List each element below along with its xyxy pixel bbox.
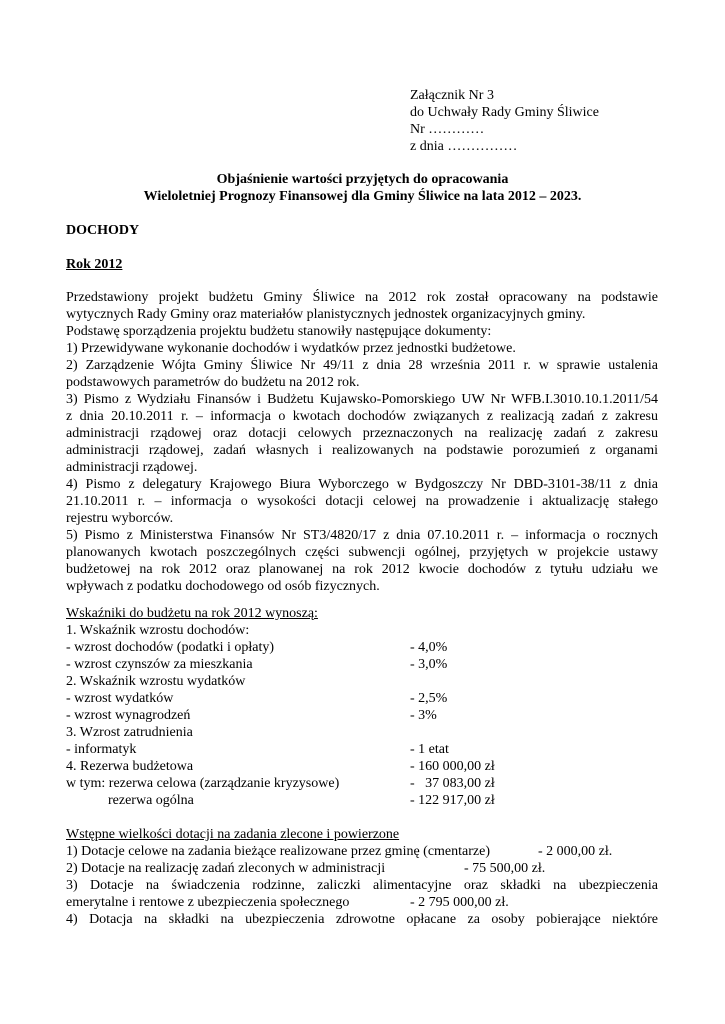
indicator-value: - 3%: [410, 708, 437, 723]
indicator-row: [66, 656, 666, 673]
document-item-5-cont: wpływach z podatku dochodowego od osób fizycznych.: [66, 579, 380, 594]
indicator-label: - wzrost czynszów za mieszkania: [66, 657, 253, 672]
intro-line: wytycznych Rady Gminy oraz materiałów planistycznych jednostek organizacyjnych gminy.: [66, 307, 586, 322]
annex-number: Załącznik Nr 3: [410, 88, 494, 103]
document-item-2-cont: podstawowych parametrów do budżetu na 2012 rok.: [66, 375, 360, 390]
document-item-3-cont: z dnia 20.10.2011 r. – informacja o kwotach dochodów związanych z realizacją zadań z zakresu: [66, 409, 658, 424]
grant-row-4: 4) Dotacja na składki na ubezpieczenia zdrowotne opłacane za osoby pobierające niektóre: [66, 912, 658, 927]
indicator-row: [66, 775, 666, 792]
grant-value: - 2 000,00 zł.: [538, 844, 613, 859]
grant-label: emerytalne i rentowe z ubezpieczenia społecznego: [66, 895, 350, 910]
grant-value: - 2 795 000,00 zł.: [410, 895, 509, 910]
indicator-label: - informatyk: [66, 742, 137, 757]
document-item-3-cont: administracji rządowej.: [66, 460, 198, 475]
indicator-value: - 37 083,00 zł: [410, 776, 495, 791]
indicator-label: 3. Wzrost zatrudnienia: [66, 725, 193, 740]
indicator-label: w tym: rezerwa celowa (zarządzanie kryzysowe): [66, 776, 340, 791]
indicator-value: - 122 917,00 zł: [410, 793, 495, 808]
annex-resolution-number: Nr …………: [410, 122, 485, 137]
indicators-heading: Wskaźniki do budżetu na rok 2012 wynoszą:: [66, 606, 318, 621]
indicator-value: - 4,0%: [410, 640, 448, 655]
indicator-row: [66, 758, 666, 775]
indicator-row: [66, 673, 666, 690]
indicator-row: [66, 741, 666, 758]
indicator-value: - 1 etat: [410, 742, 449, 757]
intro-line: Przedstawiony projekt budżetu Gminy Śliwice na 2012 rok został opracowany na podstawie: [66, 290, 658, 305]
intro-section: [66, 289, 658, 595]
indicators-section: [66, 605, 666, 809]
indicator-label: 2. Wskaźnik wzrostu wydatków: [66, 674, 246, 689]
indicator-value: - 3,0%: [410, 657, 448, 672]
grant-value: - 75 500,00 zł.: [464, 861, 546, 876]
indicator-label: 1. Wskaźnik wzrostu dochodów:: [66, 623, 250, 638]
indicator-row: [66, 724, 666, 741]
grants-section: [66, 826, 666, 928]
document-item-3: 3) Pismo z Wydziału Finansów i Budżetu Kujawsko-Pomorskiego UW Nr WFB.I.3010.10.1.2011/54: [66, 392, 658, 407]
indicator-row: [66, 792, 666, 809]
indicator-value: - 160 000,00 zł: [410, 759, 495, 774]
indicator-label: - wzrost wydatków: [66, 691, 174, 706]
indicator-row: [66, 690, 666, 707]
grant-label: 2) Dotacje na realizację zadań zleconych w administracji: [66, 861, 386, 876]
indicator-label: - wzrost wynagrodzeń: [66, 708, 191, 723]
grant-row-3: 3) Dotacje na świadczenia rodzinne, zaliczki alimentacyjne oraz składki na ubezpieczenia: [66, 878, 658, 893]
grants-heading: Wstępne wielkości dotacji na zadania zlecone i powierzone: [66, 827, 400, 842]
grant-label: 1) Dotacje celowe na zadania bieżące realizowane przez gminę (cmentarze): [66, 844, 491, 859]
grant-row-3-cont: [66, 894, 666, 911]
heading-year: Rok 2012: [66, 257, 123, 272]
annex-resolution: do Uchwały Rady Gminy Śliwice: [410, 105, 599, 120]
indicator-label: - wzrost dochodów (podatki i opłaty): [66, 640, 275, 655]
title-line-2: Wieloletniej Prognozy Finansowej dla Gminy Śliwice na lata 2012 – 2023.: [143, 189, 582, 204]
document-item-3-cont: administracji rządowej, zadań własnych i realizowanych na podstawie porozumień z organami: [66, 443, 658, 458]
intro-line: Podstawę sporządzenia projektu budżetu stanowiły następujące dokumenty:: [66, 324, 492, 339]
document-item-1: 1) Przewidywane wykonanie dochodów i wydatków przez jednostki budżetowe.: [66, 341, 516, 356]
annex-header: [410, 87, 599, 155]
indicator-row: [66, 707, 666, 724]
document-item-5-cont: budżetowej na rok 2012 oraz planowanej na rok 2012 kwocie dochodów z tytułu udziału we: [66, 562, 658, 577]
annex-date: z dnia ……………: [410, 139, 518, 154]
indicator-row: [66, 639, 666, 656]
indicator-label: rezerwa ogólna: [108, 793, 194, 808]
grant-row-1: [66, 843, 666, 860]
document-title: [0, 171, 725, 205]
document-item-3-cont: administracji rządowej oraz dotacji celowych przeznaczonych na realizację zadań z zakresu: [66, 426, 658, 441]
document-item-4-cont: 21.10.2011 r. – informacja o wysokości dotacji celowej na prowadzenie i aktualizację stałego: [66, 494, 658, 509]
document-item-5: 5) Pismo z Ministerstwa Finansów Nr ST3/4820/17 z dnia 07.10.2011 r. – informacja o rocznych: [66, 528, 658, 543]
document-item-5-cont: planowanych kwotach poszczególnych części subwencji ogólnej, przyjętych w projekcie ustawy: [66, 545, 658, 560]
indicator-value: - 2,5%: [410, 691, 448, 706]
grant-row-2: [66, 860, 666, 877]
indicator-label: 4. Rezerwa budżetowa: [66, 759, 194, 774]
document-item-4: 4) Pismo z delegatury Krajowego Biura Wyborczego w Bydgoszczy Nr DBD-3101-38/11 z dnia: [66, 477, 658, 492]
title-line-1: Objaśnienie wartości przyjętych do opracowania: [216, 172, 509, 187]
heading-income: DOCHODY: [66, 223, 140, 238]
document-item-4-cont: rejestru wyborców.: [66, 511, 174, 526]
document-item-2: 2) Zarządzenie Wójta Gminy Śliwice Nr 49/11 z dnia 28 września 2011 r. w sprawie ustalenia: [66, 358, 658, 373]
indicator-row: [66, 622, 666, 639]
